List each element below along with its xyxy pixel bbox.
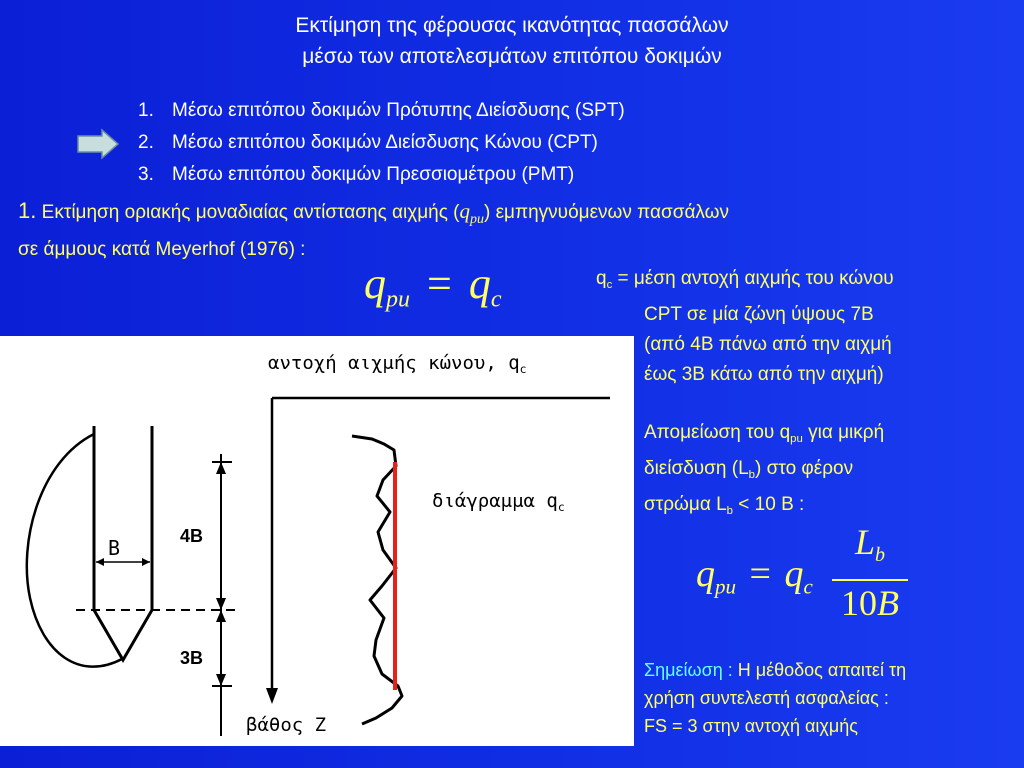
qc-definition: $q_c = \mu έ\sigma\eta$ αντοχή αιχμής του κώνου CPT σε μία ζώνη ύψους 7B (από 4B πάνω από την αιχμή έως 3B κάτω από την αιχμή) [596, 268, 894, 385]
method-item-cpt: 2. Μέσω επιτόπου δοκιμών Διείσδυσης Κώνου (CPT) [138, 132, 598, 153]
cpt-diagram [0, 336, 634, 746]
title-line-1: Εκτίμηση της φέρουσας ικανότητας πασσάλων [295, 14, 729, 37]
equation-qpu-qc: $q_{pu} = q_c$ [364, 259, 502, 313]
upper-zone-label: 4B [180, 526, 204, 546]
methods-list [138, 100, 625, 196]
pointer-arrow-icon [76, 128, 120, 160]
pile-tip [94, 610, 152, 660]
method-item-spt: 1. Μέσω επιτόπου δοκιμών Πρότυπης Διείσδυσης (SPT) [138, 100, 625, 121]
slide-title [0, 10, 1024, 72]
equation-reduced-qpu: $q_{pu} = q_c$ [696, 553, 813, 599]
section-heading: 1. Εκτίμηση οριακής μοναδιαίας αντίστασης αιχμής $(q_{pu})$ εμπηγνυόμενων πασσάλων σε άμμους κατά Meyerhof (1976) : [18, 198, 729, 260]
note-label: Σημείωση : [644, 660, 733, 680]
cpt-figure [0, 336, 634, 746]
lower-zone-label: 3B [180, 648, 204, 668]
reduction-text: Απομείωση του $q_{pu}$ για μικρή διείσδυση $(L_b)$ στο φέρον στρώμα $L_b < 10$ B : [644, 422, 885, 517]
profile-label: διάγραμμα $q_c$ [432, 490, 565, 514]
fraction-lb-over-10b: $L_b$ 10B [832, 522, 908, 625]
title-line-2: μέσω των αποτελεσμάτων επιτόπου δοκιμών [302, 45, 722, 68]
depth-label: βάθος Z [246, 714, 327, 736]
qc-axis-label: αντοχή αιχμής κώνου, $q_c$ [268, 352, 527, 376]
note-block: Σημείωση : Η μέθοδος απαιτεί τη χρήση συντελεστή ασφαλείας : FS = 3 στην αντοχή αιχμής [644, 660, 907, 736]
pile-width-label: B [108, 536, 121, 560]
method-item-pmt: 3. Μέσω επιτόπου δοκιμών Πρεσσιομέτρου (PMT) [138, 164, 575, 185]
